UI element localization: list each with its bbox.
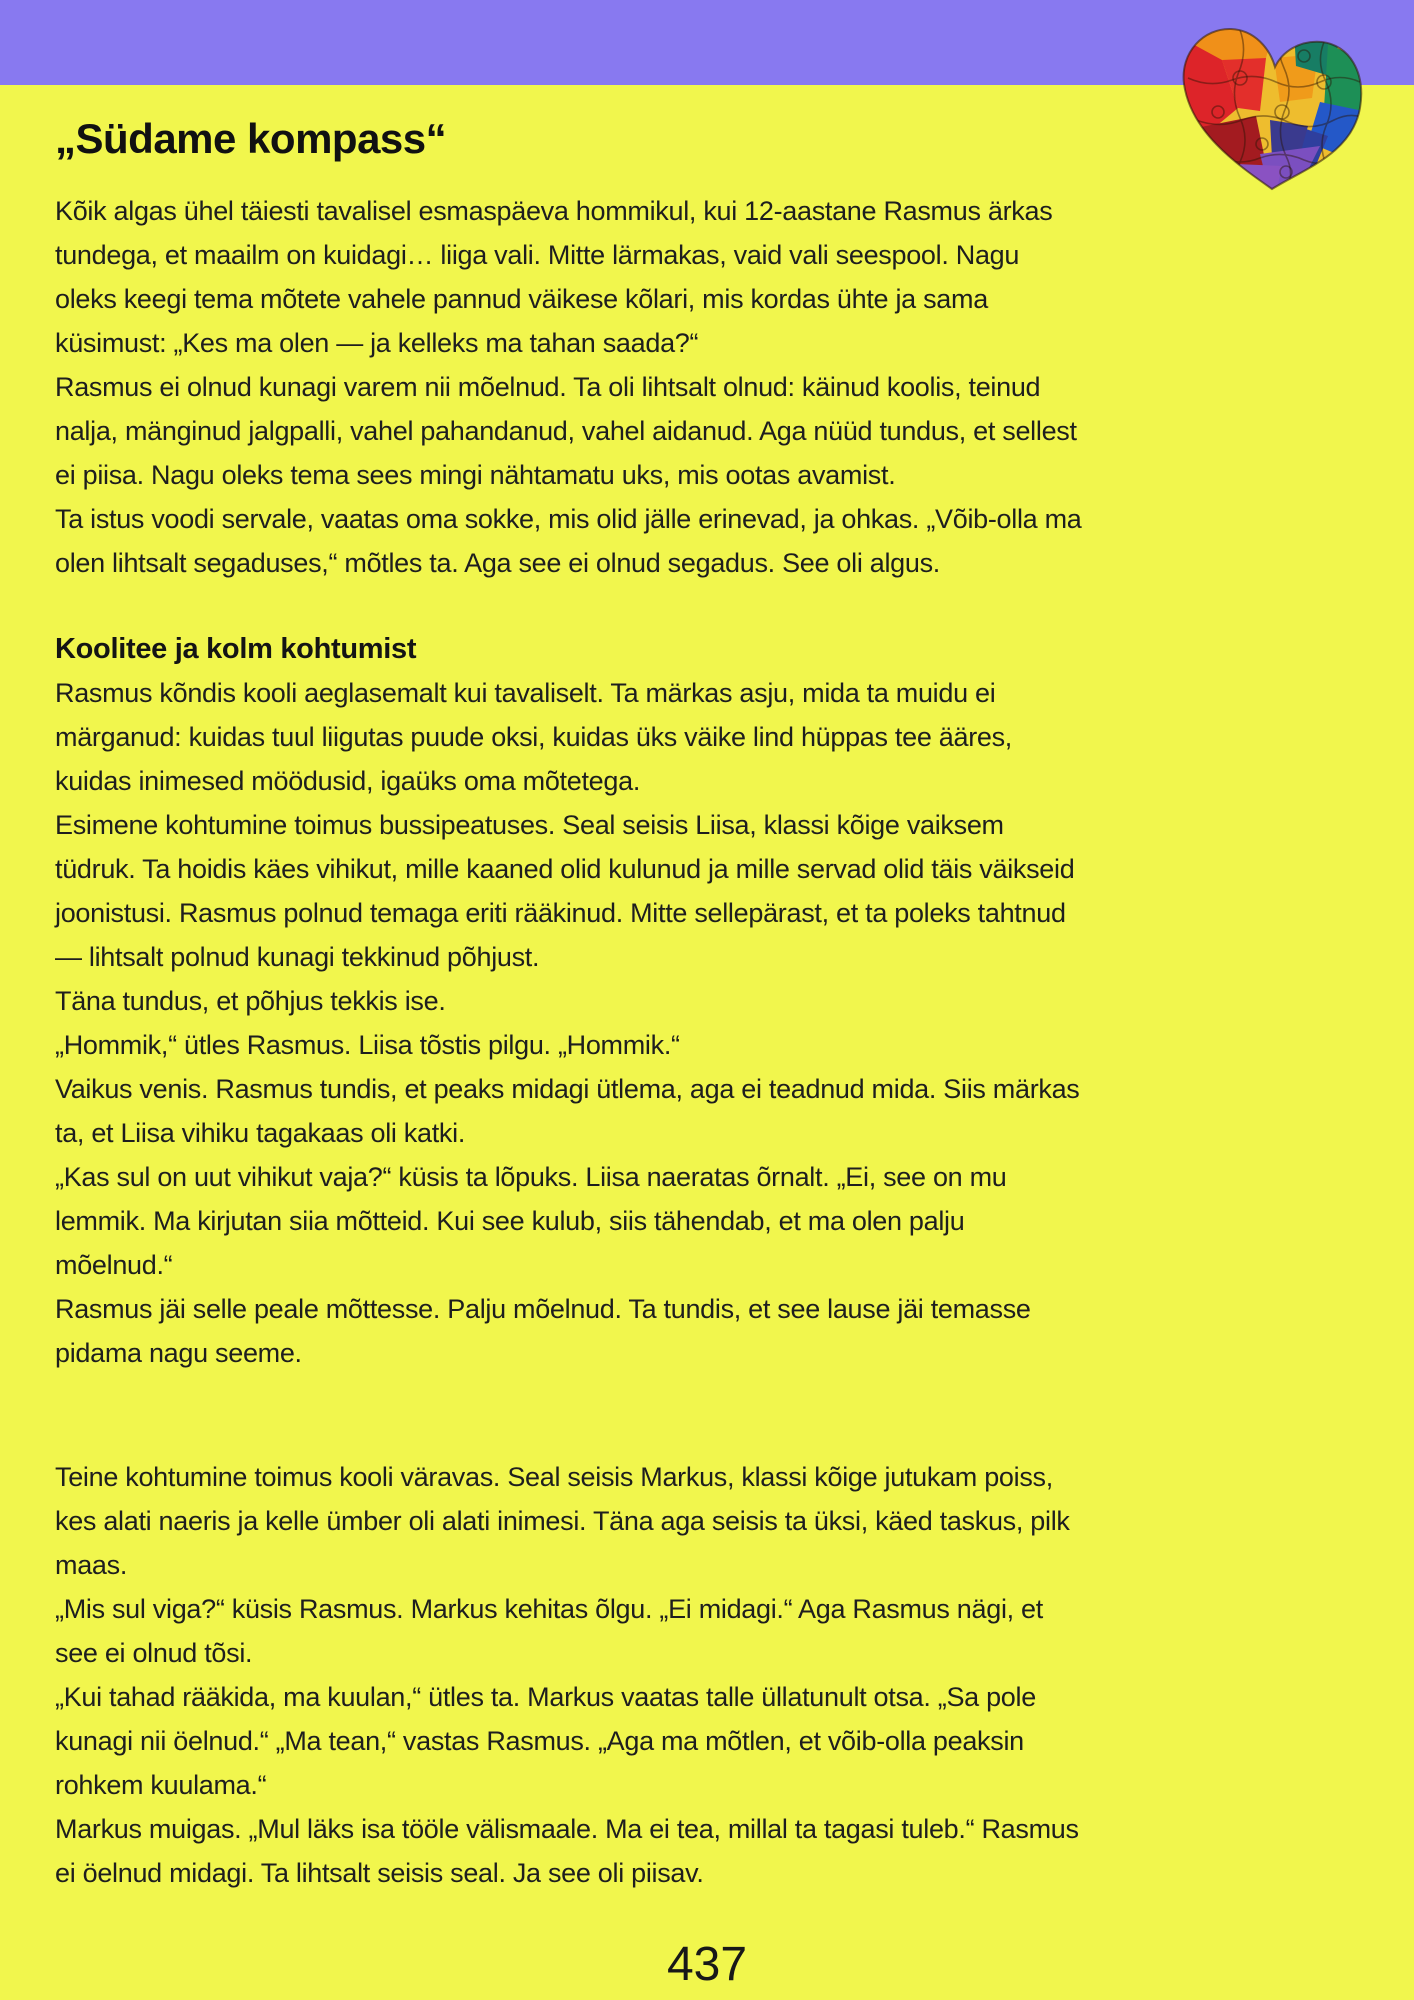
story-paragraph: Kõik algas ühel täiesti tavalisel esmaspäeva hommikul, kui 12-aastane Rasmus ärkas tundega, et maailm on kuidagi… liiga vali. Mitte lärmakas, vaid vali seespool. Nagu oleks keegi tema mõtete vahele pannud väikese kõlari, mis kordas ühte ja sama küsimust: „Kes ma olen — ja kelleks ma tahan saada?“ — [55, 196, 1053, 358]
section-heading: Koolitee ja kolm kohtumist — [55, 633, 417, 665]
story-paragraph: Esimene kohtumine toimus bussipeatuses. Seal seisis Liisa, klassi kõige vaiksem tüdruk. Ta hoidis käes vihikut, mille kaaned olid kulunud ja mille servad olid täis väikseid joonistusi. Rasmus polnud temaga eriti rääkinud. Mitte sellepärast, et ta poleks tahtnud — lihtsalt polnud kunagi tekkinud põhjust. — [55, 810, 1075, 972]
page-number: 437 — [666, 1938, 748, 1991]
story-paragraph: Vaikus venis. Rasmus tundis, et peaks midagi ütlema, aga ei teadnud mida. Siis märkas ta, et Liisa vihiku tagakaas oli katki. — [55, 1074, 1080, 1148]
puzzle-heart-icon — [1178, 16, 1368, 196]
story-paragraph: „Kui tahad rääkida, ma kuulan,“ ütles ta. Markus vaatas talle üllatunult otsa. „Sa pole kunagi nii öelnud.“ „Ma tean,“ vastas Rasmus. „Aga ma mõtlen, et võib-olla peaksin rohkem kuulama.“ — [55, 1682, 1036, 1800]
story-paragraph: „Hommik,“ ütles Rasmus. Liisa tõstis pilgu. „Hommik.“ — [55, 1030, 680, 1060]
story-content — [55, 85, 1085, 1895]
story-paragraph: Rasmus kõndis kooli aeglasemalt kui tavaliselt. Ta märkas asju, mida ta muidu ei märganud: kuidas tuul liigutas puude oksi, kuidas üks väike lind hüppas tee ääres, kuidas inimesed möödusid, igaüks oma mõtetega. — [55, 678, 1012, 796]
page-title: „Südame kompass“ — [55, 115, 447, 162]
story-paragraph: Markus muigas. „Mul läks isa tööle välismaale. Ma ei tea, millal ta tagasi tuleb.“ Rasmus ei öelnud midagi. Ta lihtsalt seisis seal. Ja see oli piisav. — [55, 1814, 1079, 1888]
puzzle-heart-svg — [1178, 16, 1368, 196]
story-paragraph: „Kas sul on uut vihikut vaja?“ küsis ta lõpuks. Liisa naeratas õrnalt. „Ei, see on mu lemmik. Ma kirjutan siia mõtteid. Kui see kulub, siis tähendab, et ma olen palju mõelnud.“ — [55, 1162, 1007, 1280]
story-paragraph: Ta istus voodi servale, vaatas oma sokke, mis olid jälle erinevad, ja ohkas. „Võib-olla ma olen lihtsalt segaduses,“ mõtles ta. Aga see ei olnud segadus. See oli algus. — [55, 504, 1082, 578]
story-paragraph: Teine kohtumine toimus kooli väravas. Seal seisis Markus, klassi kõige jutukam poiss, kes alati naeris ja kelle ümber oli alati inimesi. Täna aga seisis ta üksi, käed taskus, pilk maas. — [55, 1462, 1070, 1580]
story-paragraph: „Mis sul viga?“ küsis Rasmus. Markus kehitas õlgu. „Ei midagi.“ Aga Rasmus nägi, et see ei olnud tõsi. — [55, 1594, 1043, 1668]
story-paragraph: Rasmus ei olnud kunagi varem nii mõelnud. Ta oli lihtsalt olnud: käinud koolis, teinud nalja, mänginud jalgpalli, vahel pahandanud, vahel aidanud. Aga nüüd tundus, et sellest ei piisa. Nagu oleks tema sees mingi nähtamatu uks, mis ootas avamist. — [55, 372, 1077, 490]
story-paragraph: Täna tundus, et põhjus tekkis ise. — [55, 986, 446, 1016]
story-paragraph: Rasmus jäi selle peale mõttesse. Palju mõelnud. Ta tundis, et see lause jäi temasse pidama nagu seeme. — [55, 1294, 1031, 1368]
